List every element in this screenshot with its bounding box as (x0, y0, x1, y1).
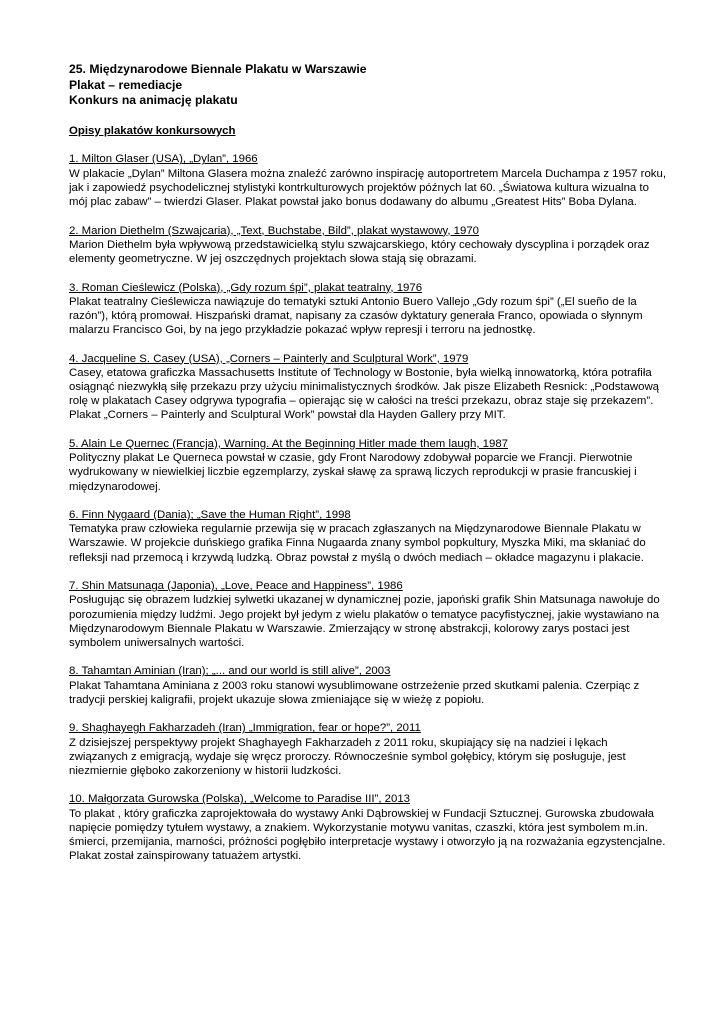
poster-entry (69, 224, 669, 267)
poster-entry-description: Plakat teatralny Cieślewicza nawiązuje do tematyki sztuki Antonio Buero Vallejo „Gdy rozum śpi” („El sueño de la razón”), którą promował. Hiszpański dramat, napisany za czasów dyktatury generała Franco, opowiada o słynnym malarzu Francisco Goi, by na jego przykładzie pokazać wpływ represji i terroru na jednostkę. (69, 295, 643, 337)
poster-entry-description: To plakat , który graficzka zaprojektowała do wystawy Anki Dąbrowskiej w Fundacji Sztucznej. Gurowska zbudowała napięcie pomiędzy tytułem wystawy, a znakiem. Wykorzystanie motywu vanitas, czaszki, która jest symbolem m.in. śmierci, przemijania, marności, próżności pogłębiło interpretacje wystawy i otworzyło ją na rozważania egzystencjalne. Plakat został zainspirowany tatuażem artystki. (69, 807, 666, 863)
title-line-competition: Konkurs na animację plakatu (69, 93, 238, 108)
poster-entry-heading: 5. Alain Le Quernec (Francja), Warning. At the Beginning Hitler made them laugh, 1987 (69, 437, 508, 450)
title-line-biennale: 25. Międzynarodowe Biennale Plakatu w Warszawie (69, 62, 367, 76)
poster-entry (69, 281, 669, 338)
poster-entry-heading: 3. Roman Cieślewicz (Polska), „Gdy rozum śpi”, plakat teatralny, 1976 (69, 281, 423, 294)
poster-entry-description: W plakacie „Dylan” Miltona Glasera można znaleźć zarówno inspirację autoportretem Marcela Duchampa z 1957 roku, jak i zapowiedź psychodelicznej stylistyki kontrkulturowych projektów późnych lat 60. „Światowa kultura wizualna to mój plac zabaw” – twierdzi Glaser. Plakat powstał jako bonus dodawany do albumu „Greatest Hits” Boba Dylana. (69, 167, 667, 209)
poster-entry-heading: 6. Finn Nygaard (Dania); „Save the Human Right”, 1998 (69, 509, 351, 522)
poster-entry (69, 508, 669, 565)
poster-entry-heading: 10. Małgorzata Gurowska (Polska), „Welcome to Paradise III”, 2013 (69, 793, 411, 806)
poster-entry-heading: 9. Shaghayegh Fakharzadeh (Iran) „Immigration, fear or hope?”, 2011 (69, 722, 421, 735)
poster-entry (69, 664, 669, 707)
poster-entry (69, 721, 669, 778)
poster-entry-heading: 8. Tahamtan Aminian (Iran); „... and our world is still alive”, 2003 (69, 665, 391, 678)
poster-entry-description: Tematyka praw człowieka regularnie przewija się w pracach zgłaszanych na Międzynarodowe Biennale Plakatu w Warszawie. W projekcie duńskiego grafika Finna Nugaarda znany symbol popkultury, Myszka Miki, ma skłaniać do refleksji nad przemocą i krzywdą ludzką. Obraz powstał z myślą o dwóch mediach – okładce magazynu i plakacie. (69, 523, 646, 564)
document-title (69, 62, 669, 109)
poster-entry (69, 352, 669, 423)
poster-entry-description: Marion Diethelm była wpływową przedstawicielką stylu szwajcarskiego, który cechowały dyscyplina i porządek oraz elementy geometryczne. W jej oszczędnych projektach słowa stają się obrazami. (69, 238, 650, 265)
poster-entry-description: Casey, etatowa graficzka Massachusetts Institute of Technology w Bostonie, była wielką innowatorką, która potrafiła osiągnąć niezwykłą siłę przekazu przy użyciu minimalistycznych środków. Jak pisze Elizabeth Resnick: „Podstawową rolę w plakatach Casey odgrywa typografia – opierając się w całości na treści przekazu, obraz staje się przekazem”. Plakat „Corners – Painterly and Sculptural Work” powstał dla Hayden Gallery przy MIT. (69, 366, 660, 422)
poster-entry-description: Posługując się obrazem ludzkiej sylwetki ukazanej w dynamicznej pozie, japoński grafik Shin Matsunaga nawołuje do porozumienia między ludźmi. Jego projekt był jedym z wielu plakatów o tematyce pacyfistycznej, jakie wystawiano na Międzynarodowym Biennale Plakatu w Warszawie. Zmierzający w stronę abstrakcji, kolorowy zarys postaci jest symbolem uniwersalnych wartości. (69, 594, 660, 649)
title-line-subtitle: Plakat – remediacje (69, 77, 183, 92)
document-page (69, 62, 669, 863)
poster-entry-description: Plakat Tahamtana Aminiana z 2003 roku stanowi wysublimowane ostrzeżenie przed skutkami palenia. Czerpiąc z tradycji perskiej kaligrafii, projekt ukazuje słowa zmieniające się w wieżę z popiołu. (69, 679, 640, 706)
poster-entry-heading: 2. Marion Diethelm (Szwajcaria), „Text, Buchstabe, Bild”, plakat wystawowy, 1970 (69, 224, 480, 237)
poster-entry-heading: 4. Jacqueline S. Casey (USA), „Corners – Painterly and Sculptural Work”, 1979 (69, 352, 469, 365)
poster-entry-heading: 1. Milton Glaser (USA), „Dylan”, 1966 (69, 153, 258, 166)
section-heading: Opisy plakatów konkursowych (69, 124, 236, 137)
poster-entry (69, 437, 669, 494)
poster-entry-heading: 7. Shin Matsunaga (Japonia), „Love, Peace and Happiness”, 1986 (69, 580, 403, 593)
poster-entry (69, 579, 669, 650)
poster-entry (69, 152, 669, 209)
poster-entry (69, 792, 669, 863)
poster-entry-description: Z dzisiejszej perspektywy projekt Shaghayegh Fakharzadeh z 2011 roku, skupiający się na nadziei i lękach związanych z emigracją, wydaje się wręcz proroczy. Równocześnie symbol gołębicy, którym się posługuje, jest niezmiernie głęboko zakorzeniony w historii ludzkości. (69, 736, 626, 777)
poster-entry-description: Polityczny plakat Le Querneca powstał w czasie, gdy Front Narodowy zdobywał poparcie we Francji. Pierwotnie wydrukowany w niewielkiej liczbie egzemplarzy, zyskał sławę za sprawą liczych reprodukcji w prasie francuskiej i międzynarodowej. (69, 452, 637, 493)
